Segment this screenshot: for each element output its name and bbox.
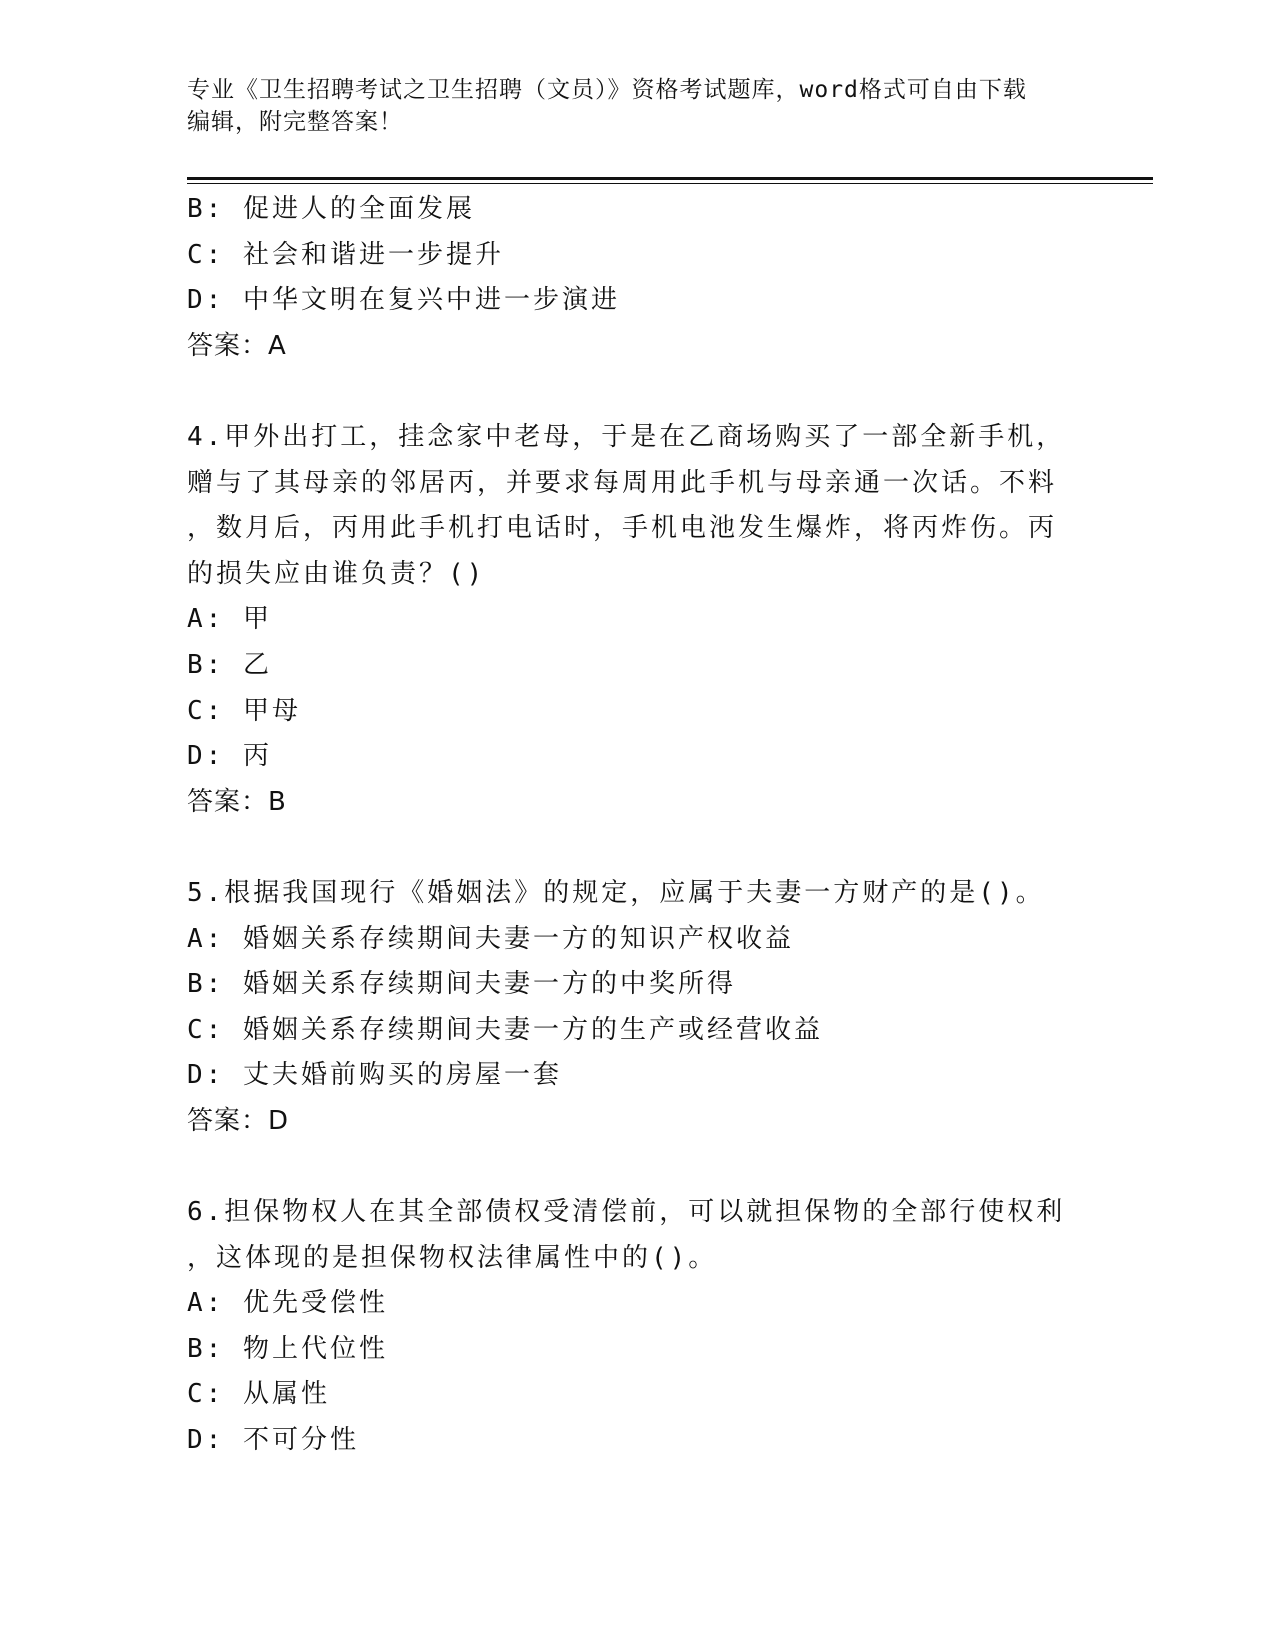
option-b: B: 乙 bbox=[187, 649, 272, 680]
question-5 bbox=[187, 871, 1087, 1145]
answer-label: 答案：D bbox=[187, 1105, 290, 1136]
question-stem-line: ，这体现的是担保物权法律属性中的()。 bbox=[187, 1242, 718, 1273]
spacer bbox=[187, 1144, 1087, 1190]
question-stem-line: ，数月后，丙用此手机打电话时，手机电池发生爆炸，将丙炸伤。丙 bbox=[187, 513, 1058, 544]
option-b: B: 物上代位性 bbox=[187, 1333, 388, 1364]
answer-label: 答案：A bbox=[187, 330, 287, 361]
question-stem-line: 的损失应由谁负责？() bbox=[187, 558, 486, 589]
option-c: C: 甲母 bbox=[187, 695, 301, 726]
question-list bbox=[187, 187, 1087, 1464]
answer-label: 答案：B bbox=[187, 786, 287, 817]
header-divider-thick bbox=[187, 177, 1153, 180]
header-line-1: 专业《卫生招聘考试之卫生招聘（文员）》资格考试题库，word格式可自由下载 bbox=[187, 77, 1027, 103]
option-a: A: 婚姻关系存续期间夫妻一方的知识产权收益 bbox=[187, 923, 794, 954]
option-d: D: 丙 bbox=[187, 741, 272, 772]
option-c: C: 社会和谐进一步提升 bbox=[187, 239, 504, 270]
option-b: B: 促进人的全面发展 bbox=[187, 194, 475, 224]
option-b: B: 婚姻关系存续期间夫妻一方的中奖所得 bbox=[187, 969, 736, 1000]
question-4 bbox=[187, 415, 1087, 825]
header-line-2: 编辑，附完整答案！ bbox=[187, 109, 403, 135]
option-c: C: 婚姻关系存续期间夫妻一方的生产或经营收益 bbox=[187, 1014, 823, 1045]
option-d: D: 不可分性 bbox=[187, 1425, 359, 1456]
header-divider-thin bbox=[187, 183, 1153, 184]
option-a: A: 甲 bbox=[187, 604, 272, 635]
spacer bbox=[187, 369, 1087, 415]
option-a: A: 优先受偿性 bbox=[187, 1288, 388, 1319]
spacer bbox=[187, 825, 1087, 871]
document-header bbox=[187, 74, 1067, 138]
question-stem-line: 5.根据我国现行《婚姻法》的规定，应属于夫妻一方财产的是()。 bbox=[187, 877, 1045, 908]
question-stem-line: 4.甲外出打工，挂念家中老母，于是在乙商场购买了一部全新手机， bbox=[187, 421, 1066, 452]
option-d: D: 丈夫婚前购买的房屋一套 bbox=[187, 1060, 562, 1091]
question-stem-line: 6.担保物权人在其全部债权受清偿前，可以就担保物的全部行使权利 bbox=[187, 1197, 1066, 1228]
option-d: D: 中华文明在复兴中进一步演进 bbox=[187, 285, 620, 316]
option-c: C: 从属性 bbox=[187, 1379, 330, 1410]
question-stem-line: 赠与了其母亲的邻居丙，并要求每周用此手机与母亲通一次话。不料 bbox=[187, 467, 1058, 498]
question-6 bbox=[187, 1190, 1087, 1464]
question-3-partial bbox=[187, 187, 1087, 369]
